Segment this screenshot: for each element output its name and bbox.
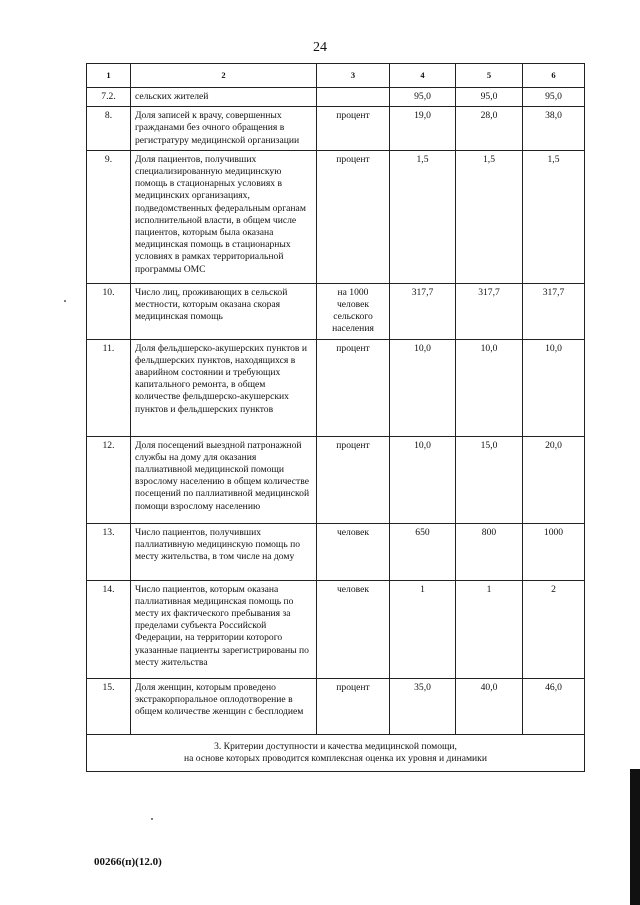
value-year-3: 95,0 xyxy=(523,88,585,107)
criterion-description: Число лиц, проживающих в сельской местности, которым оказана скорая медицинская помощь xyxy=(131,283,317,339)
value-year-3: 46,0 xyxy=(523,678,585,734)
unit-of-measure: на 1000 человек сельского населения xyxy=(317,283,390,339)
criterion-description: Число пациентов, получивших паллиативную медицинскую помощь по месту жительства, в том числе на дому xyxy=(131,523,317,580)
value-year-2: 15,0 xyxy=(456,436,523,523)
row-number: 14. xyxy=(87,580,131,678)
row-number: 10. xyxy=(87,283,131,339)
scan-speck xyxy=(151,818,153,820)
criterion-description: сельских жителей xyxy=(131,88,317,107)
row-number: 11. xyxy=(87,339,131,436)
table-row xyxy=(87,678,585,734)
column-header: 1 xyxy=(87,64,131,88)
unit-of-measure: процент xyxy=(317,107,390,151)
value-year-1: 1,5 xyxy=(390,150,456,283)
scan-speck xyxy=(64,300,66,302)
unit-of-measure: процент xyxy=(317,678,390,734)
unit-of-measure: человек xyxy=(317,580,390,678)
value-year-3: 1000 xyxy=(523,523,585,580)
section-heading xyxy=(87,734,585,771)
section-heading-row xyxy=(87,734,585,771)
scan-margin-mark xyxy=(630,769,640,905)
value-year-3: 20,0 xyxy=(523,436,585,523)
table-row xyxy=(87,88,585,107)
column-header: 4 xyxy=(390,64,456,88)
document-code: 00266(п)(12.0) xyxy=(94,856,162,868)
table-row xyxy=(87,150,585,283)
criterion-description: Доля женщин, которым проведено экстракорпоральное оплодотворение в общем количестве женщин с бесплодием xyxy=(131,678,317,734)
section-heading-line: 3. Критерии доступности и качества медицинской помощи, xyxy=(214,740,457,752)
value-year-2: 40,0 xyxy=(456,678,523,734)
table-row xyxy=(87,283,585,339)
value-year-1: 1 xyxy=(390,580,456,678)
value-year-1: 95,0 xyxy=(390,88,456,107)
table-row xyxy=(87,107,585,151)
criterion-description: Доля пациентов, получивших специализированную медицинскую помощь в стационарных условиях в медицинских организациях, подведомственных федеральным органам исполнительной власти, в общем числе пациентов, которым была оказана медицинская помощь в стационарных условиях в рамках территориальной программы ОМС xyxy=(131,150,317,283)
value-year-1: 317,7 xyxy=(390,283,456,339)
unit-of-measure: процент xyxy=(317,150,390,283)
row-number: 15. xyxy=(87,678,131,734)
page-number: 24 xyxy=(313,40,327,55)
table-row xyxy=(87,523,585,580)
value-year-1: 650 xyxy=(390,523,456,580)
row-number: 13. xyxy=(87,523,131,580)
table-header-row xyxy=(87,64,585,88)
value-year-3: 1,5 xyxy=(523,150,585,283)
column-header: 6 xyxy=(523,64,585,88)
value-year-3: 10,0 xyxy=(523,339,585,436)
value-year-2: 10,0 xyxy=(456,339,523,436)
unit-of-measure: процент xyxy=(317,339,390,436)
criterion-description: Число пациентов, которым оказана паллиативная медицинская помощь по месту их фактического пребывания за пределами субъекта Российской Федерации, на территории которого указанные пациенты зарегистрированы по месту жительства xyxy=(131,580,317,678)
value-year-1: 19,0 xyxy=(390,107,456,151)
value-year-1: 10,0 xyxy=(390,436,456,523)
criterion-description: Доля посещений выездной патронажной службы на дому для оказания паллиативной медицинской помощи взрослому населению в общем количестве посещений по паллиативной медицинской помощи взрослому населению xyxy=(131,436,317,523)
unit-of-measure: человек xyxy=(317,523,390,580)
criteria-table xyxy=(86,63,585,772)
row-number: 8. xyxy=(87,107,131,151)
criterion-description: Доля записей к врачу, совершенных гражданами без очного обращения в регистратуру медицинской организации xyxy=(131,107,317,151)
value-year-2: 1 xyxy=(456,580,523,678)
table-row xyxy=(87,339,585,436)
value-year-2: 800 xyxy=(456,523,523,580)
unit-of-measure xyxy=(317,88,390,107)
value-year-3: 2 xyxy=(523,580,585,678)
criterion-description: Доля фельдшерско-акушерских пунктов и фельдшерских пунктов, находящихся в аварийном состоянии и требующих капитального ремонта, в общем количестве фельдшерско-акушерских пунктов и фельдшерских пунктов xyxy=(131,339,317,436)
unit-of-measure: процент xyxy=(317,436,390,523)
row-number: 12. xyxy=(87,436,131,523)
column-header: 5 xyxy=(456,64,523,88)
value-year-2: 28,0 xyxy=(456,107,523,151)
value-year-2: 1,5 xyxy=(456,150,523,283)
row-number: 9. xyxy=(87,150,131,283)
value-year-1: 35,0 xyxy=(390,678,456,734)
table-row xyxy=(87,580,585,678)
value-year-3: 317,7 xyxy=(523,283,585,339)
value-year-2: 317,7 xyxy=(456,283,523,339)
column-header: 2 xyxy=(131,64,317,88)
section-heading-line: на основе которых проводится комплексная оценка их уровня и динамики xyxy=(184,752,487,764)
value-year-2: 95,0 xyxy=(456,88,523,107)
table-row xyxy=(87,436,585,523)
value-year-3: 38,0 xyxy=(523,107,585,151)
row-number: 7.2. xyxy=(87,88,131,107)
value-year-1: 10,0 xyxy=(390,339,456,436)
column-header: 3 xyxy=(317,64,390,88)
